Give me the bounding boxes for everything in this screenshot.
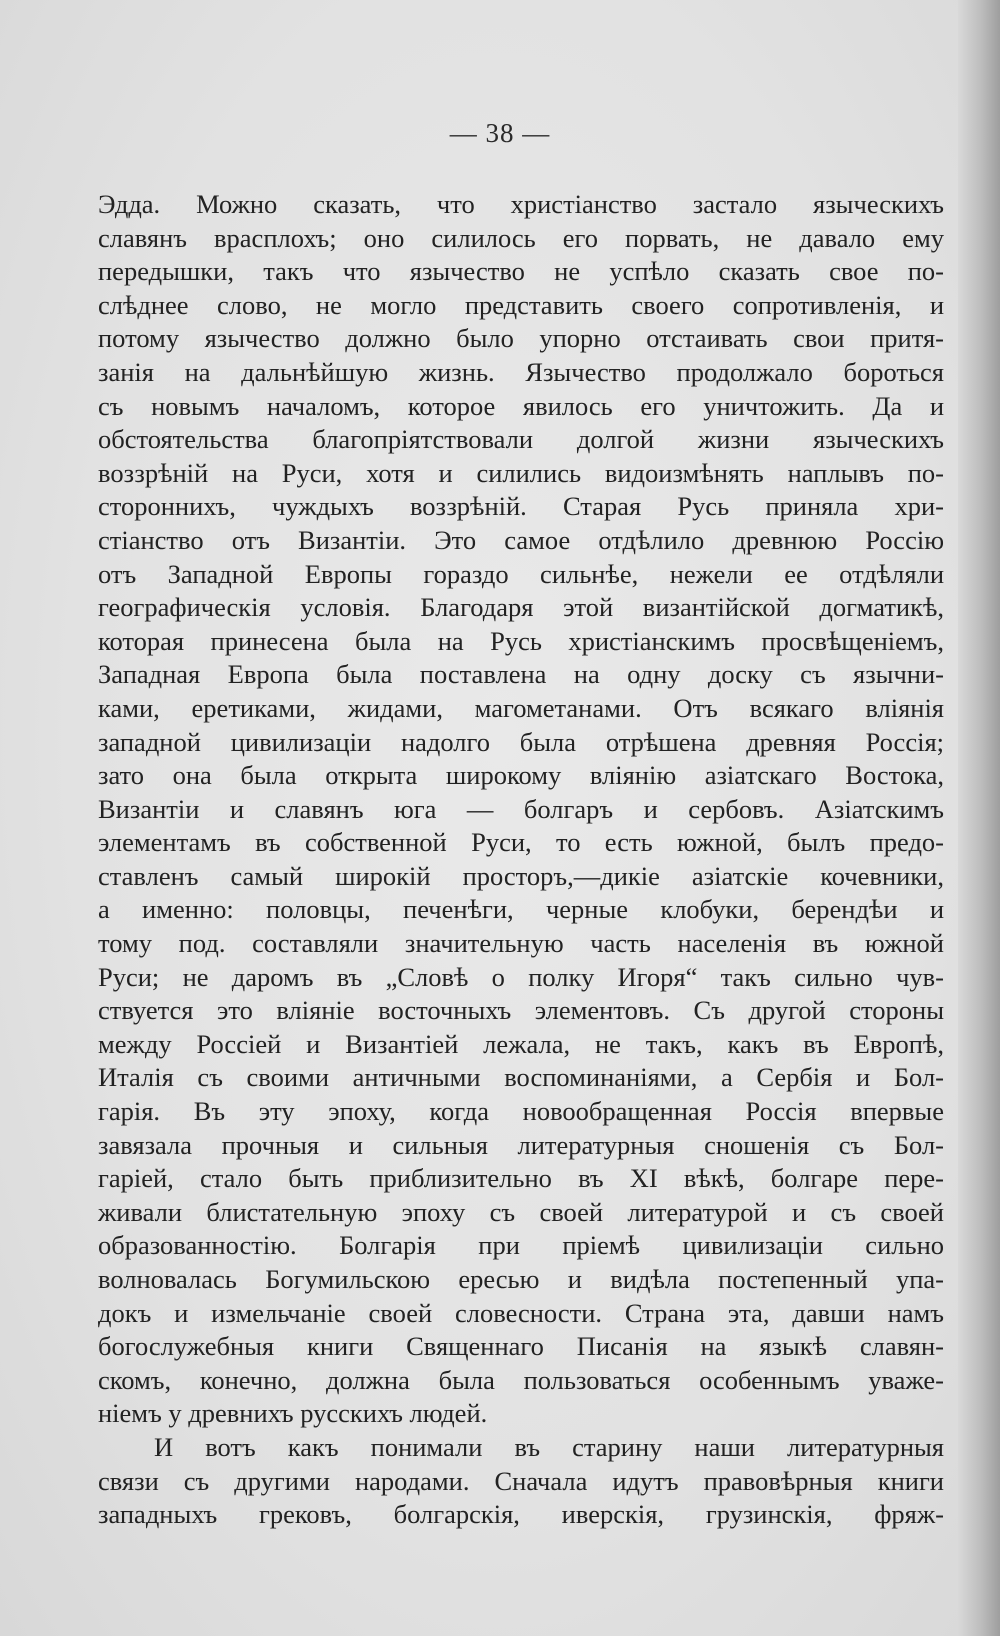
text-line: богослужебныя книги Священнаго Писанія на языкѣ славян- xyxy=(98,1331,944,1362)
text-line: которая принесена была на Русь христіанскимъ просвѣщеніемъ, xyxy=(98,625,944,656)
text-line: славянъ врасплохъ; оно силилось его порвать, не давало ему xyxy=(98,222,944,253)
text-line: зато она была открыта широкому вліянію азіатскаго Востока, xyxy=(98,760,944,791)
text-line: ствуется это вліяніе восточныхъ элементовъ. Съ другой стороны xyxy=(98,995,944,1026)
text-line: а именно: половцы, печенѣги, черные клобуки, берендѣи и xyxy=(98,894,944,925)
text-line: Византіи и славянъ юга — болгаръ и сербовъ. Азіатскимъ xyxy=(98,793,944,824)
text-line: западной цивилизаціи надолго была отрѣшена древняя Россія; xyxy=(98,726,944,757)
text-line: докъ и измельчаніе своей словесности. Страна эта, давши намъ xyxy=(98,1297,944,1328)
text-line: Эдда. Можно сказать, что христіанство застало языческихъ xyxy=(98,189,944,219)
text-line: образованностію. Болгарія при пріемѣ цивилизаціи сильно xyxy=(98,1230,944,1261)
text-line: Италія съ своими античными воспоминаніями, а Сербія и Бол- xyxy=(98,1062,944,1093)
text-line: слѣднее слово, не могло представить своего сопротивленія, и xyxy=(98,289,944,320)
text-line: потому язычество должно было упорно отстаивать свои притя- xyxy=(98,323,944,354)
text-line: элементамъ въ собственной Руси, то есть южной, былъ предо- xyxy=(98,827,944,858)
text-line: тому под. составляли значительную часть населенія въ южной xyxy=(98,928,944,959)
page-number: — 38 — xyxy=(449,118,551,148)
text-line: связи съ другими народами. Сначала идутъ правовѣрныя книги xyxy=(98,1465,944,1496)
text-line: скомъ, конечно, должна была пользоваться особеннымъ уваже- xyxy=(98,1364,944,1395)
text-line: живали блистательную эпоху съ своей литературой и съ своей xyxy=(98,1196,944,1227)
page-edge-shadow xyxy=(958,0,1000,1636)
text-line: завязала прочныя и сильныя литературныя сношенія съ Бол- xyxy=(98,1129,944,1160)
text-line: обстоятельства благопріятствовали долгой жизни языческихъ xyxy=(98,424,944,455)
text-line: западныхъ грековъ, болгарскія, иверскія, грузинскія, фряж- xyxy=(98,1499,944,1530)
text-line: гаріей, стало быть приблизительно въ XI вѣкѣ, болгаре пере- xyxy=(98,1163,944,1194)
text-line: воззрѣній на Руси, хотя и силились видоизмѣнять наплывъ по- xyxy=(98,457,944,488)
text-line: занія на дальнѣйшую жизнь. Язычество продолжало бороться xyxy=(98,356,944,387)
text-line: съ новымъ началомъ, которое явилось его уничтожить. Да и xyxy=(98,390,944,421)
text-line: гарія. Въ эту эпоху, когда новообращенная Россія впервые xyxy=(98,1096,944,1127)
text-line: стіанство отъ Византіи. Это самое отдѣлило древнюю Россію xyxy=(98,524,944,555)
paragraph-start-line: И вотъ какъ понимали въ старину наши литературныя xyxy=(154,1431,944,1462)
text-line: передышки, такъ что язычество не успѣло сказать свое по- xyxy=(98,256,944,287)
text-line: ками, еретиками, жидами, магометанами. Отъ всякаго вліянія xyxy=(98,692,944,723)
text-line: Западная Европа была поставлена на одну доску съ язычни- xyxy=(98,659,944,690)
body-text xyxy=(98,188,944,1532)
text-line: волновалась Богумильскою ересью и видѣла постепенный упа- xyxy=(98,1264,944,1294)
text-line: географическія условія. Благодаря этой византійской догматикѣ, xyxy=(98,592,944,623)
text-line: ставленъ самый широкій просторъ,—дикіе азіатскіе кочевники, xyxy=(98,860,944,891)
text-line: отъ Западной Европы гораздо сильнѣе, нежели ее отдѣляли xyxy=(98,558,944,589)
paragraph-end-line: ніемъ у древнихъ русскихъ людей. xyxy=(98,1398,488,1429)
text-line: стороннихъ, чуждыхъ воззрѣній. Старая Русь приняла хри- xyxy=(98,491,944,522)
text-line: Руси; не даромъ въ „Словѣ о полку Игоря“ такъ сильно чув- xyxy=(98,961,944,992)
text-line: между Россіей и Византіей лежала, не такъ, какъ въ Европѣ, xyxy=(98,1028,944,1059)
